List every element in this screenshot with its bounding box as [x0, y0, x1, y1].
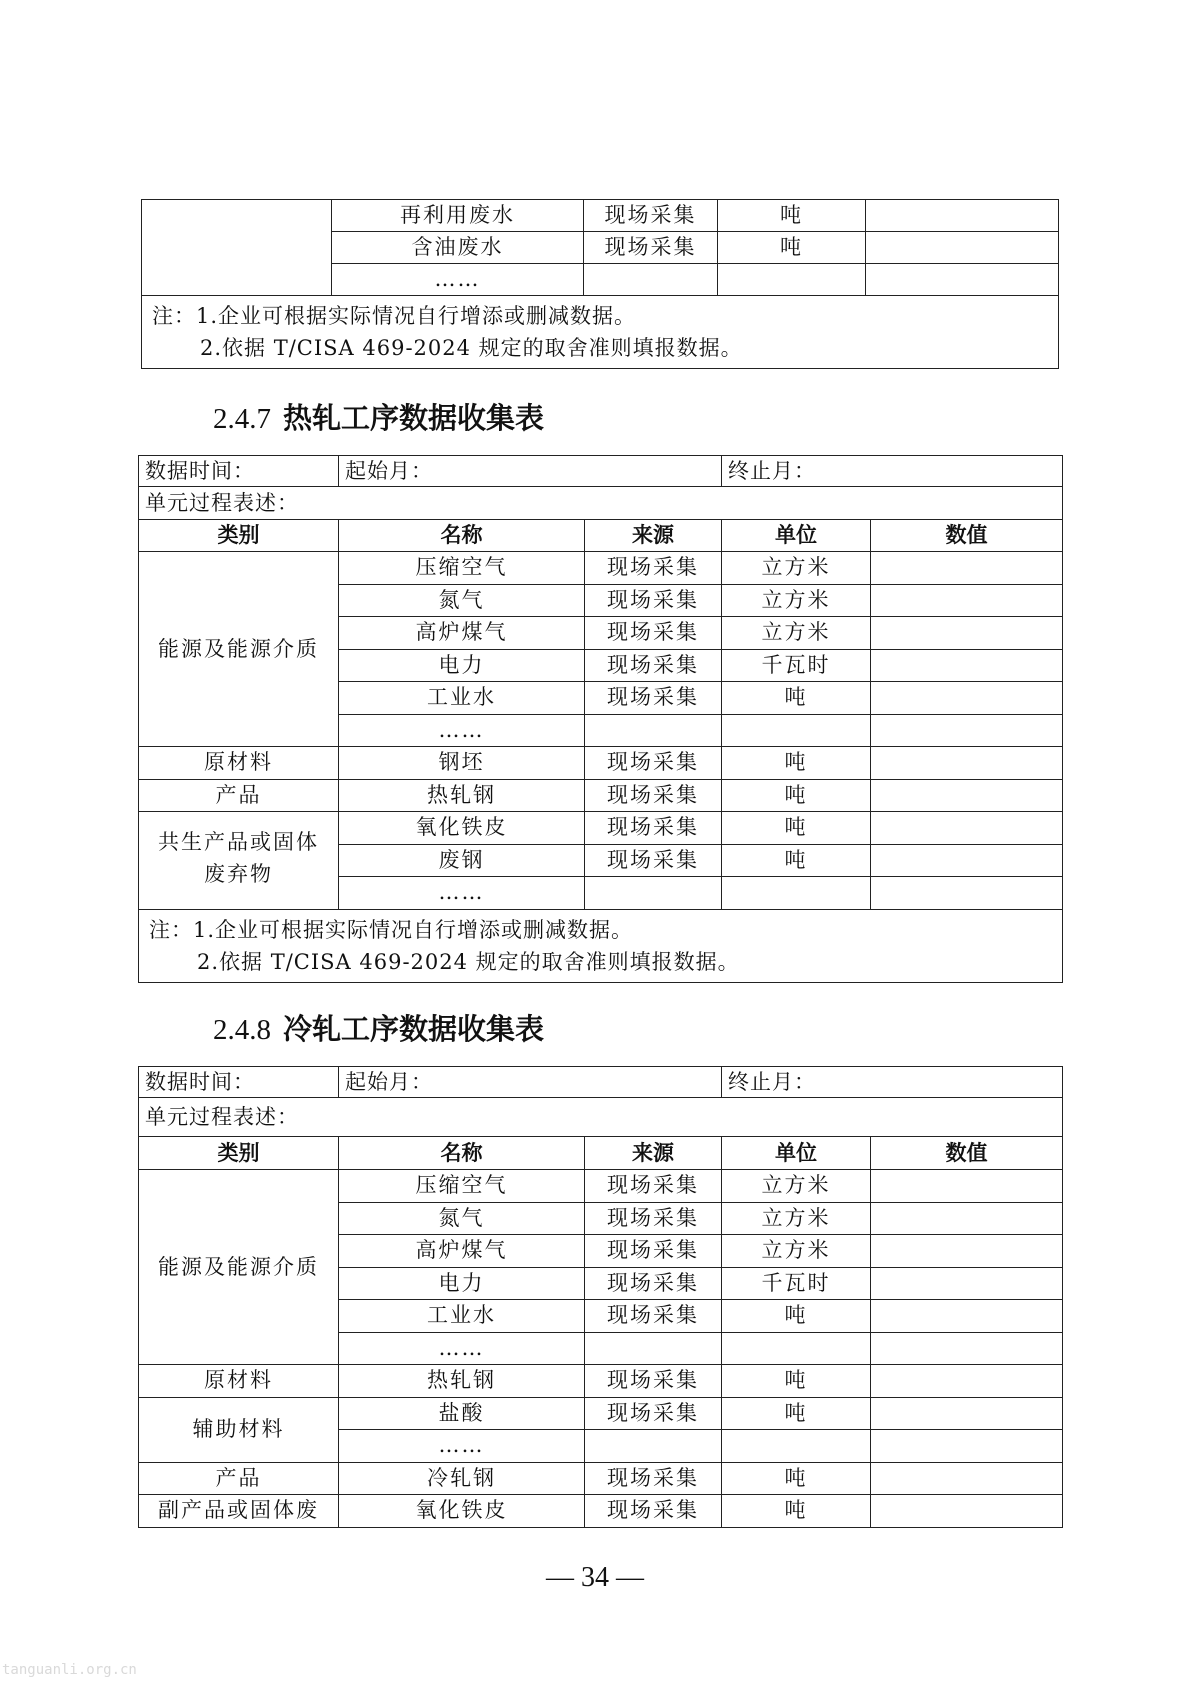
source-cell: 现场采集	[585, 1300, 722, 1333]
value-cell[interactable]	[871, 1462, 1063, 1495]
unit-cell: 千瓦时	[722, 649, 871, 682]
unit-cell: 立方米	[722, 1202, 871, 1235]
table-row	[139, 1397, 1063, 1430]
table-row	[139, 779, 1063, 812]
source-cell	[585, 1430, 722, 1463]
table-row	[139, 747, 1063, 780]
source-cell	[585, 714, 722, 747]
note-cell	[139, 909, 1063, 982]
unit-cell: 吨	[722, 1495, 871, 1528]
unit-process-field[interactable]: 单元过程表述：	[139, 487, 1063, 520]
value-cell[interactable]	[871, 747, 1063, 780]
header-category: 类别	[139, 1137, 339, 1170]
unit-cell: 吨	[722, 812, 871, 845]
source-cell: 现场采集	[585, 1235, 722, 1268]
name-cell: 工业水	[339, 682, 585, 715]
cold-rolling-table	[138, 1066, 1063, 1528]
value-cell[interactable]	[871, 1170, 1063, 1203]
header-name: 名称	[339, 1137, 585, 1170]
unit-cell: 吨	[718, 232, 866, 264]
section-heading-247	[213, 396, 544, 437]
category-cell: 产品	[139, 779, 339, 812]
source-cell: 现场采集	[585, 682, 722, 715]
value-cell[interactable]	[866, 264, 1059, 296]
value-cell[interactable]	[871, 714, 1063, 747]
time-row	[139, 456, 1063, 487]
value-cell[interactable]	[866, 232, 1059, 264]
header-source: 来源	[585, 1137, 722, 1170]
source-cell	[585, 1332, 722, 1365]
table-row	[139, 1495, 1063, 1528]
unit-cell: 千瓦时	[722, 1267, 871, 1300]
value-cell[interactable]	[871, 844, 1063, 877]
name-cell: ……	[332, 264, 584, 296]
unit-cell: 立方米	[722, 617, 871, 650]
category-cell: 产品	[139, 1462, 339, 1495]
note-line-1: 注：1.企业可根据实际情况自行增添或删减数据。	[152, 304, 637, 328]
unit-cell: 吨	[722, 1300, 871, 1333]
unit-cell: 吨	[718, 200, 866, 232]
name-cell: 钢坯	[339, 747, 585, 780]
name-cell: 氧化铁皮	[339, 1495, 585, 1528]
source-cell: 现场采集	[585, 617, 722, 650]
unit-cell: 吨	[722, 747, 871, 780]
value-cell[interactable]	[871, 649, 1063, 682]
value-cell[interactable]	[871, 584, 1063, 617]
table-row	[139, 1170, 1063, 1203]
source-cell: 现场采集	[585, 844, 722, 877]
source-cell: 现场采集	[585, 812, 722, 845]
data-time-label: 数据时间：	[139, 1067, 339, 1098]
table-row	[139, 552, 1063, 585]
source-cell: 现场采集	[584, 200, 718, 232]
note-line-2: 2.依据 T/CISA 469-2024 规定的取舍准则填报数据。	[200, 336, 743, 360]
unit-cell: 吨	[722, 779, 871, 812]
page-number: — 34 —	[546, 1562, 644, 1593]
source-cell: 现场采集	[584, 232, 718, 264]
header-value: 数值	[871, 520, 1063, 552]
name-cell: ……	[339, 1332, 585, 1365]
category-cell: 能源及能源介质	[139, 1170, 339, 1365]
unit-cell: 吨	[722, 1365, 871, 1398]
value-cell[interactable]	[871, 877, 1063, 910]
unit-cell: 吨	[722, 682, 871, 715]
header-row	[139, 1137, 1063, 1170]
name-cell: 电力	[339, 1267, 585, 1300]
category-cell: 辅助材料	[139, 1397, 339, 1462]
note-line-1: 注：1.企业可根据实际情况自行增添或删减数据。	[149, 917, 634, 942]
name-cell: 冷轧钢	[339, 1462, 585, 1495]
source-cell: 现场采集	[585, 1202, 722, 1235]
table-row	[139, 812, 1063, 845]
category-cell	[142, 200, 332, 296]
note-cell	[142, 296, 1059, 369]
end-month-field[interactable]: 终止月：	[722, 1067, 1063, 1098]
continuation-table	[141, 199, 1059, 369]
value-cell[interactable]	[871, 1202, 1063, 1235]
section-title: 冷轧工序数据收集表	[283, 1012, 545, 1046]
source-cell	[584, 264, 718, 296]
note-row	[142, 296, 1059, 369]
source-cell: 现场采集	[585, 649, 722, 682]
header-name: 名称	[339, 520, 585, 552]
name-cell: 热轧钢	[339, 779, 585, 812]
unit-process-row	[139, 487, 1063, 520]
start-month-field[interactable]: 起始月：	[339, 456, 722, 487]
value-cell[interactable]	[871, 779, 1063, 812]
unit-cell: 立方米	[722, 584, 871, 617]
watermark: tanguanli.org.cn	[2, 1662, 137, 1678]
category-cell: 原材料	[139, 1365, 339, 1398]
unit-cell: 吨	[722, 1462, 871, 1495]
name-cell: 废钢	[339, 844, 585, 877]
value-cell[interactable]	[871, 1365, 1063, 1398]
source-cell: 现场采集	[585, 1170, 722, 1203]
header-unit: 单位	[722, 1137, 871, 1170]
unit-cell: 立方米	[722, 1235, 871, 1268]
name-cell: 热轧钢	[339, 1365, 585, 1398]
value-cell[interactable]	[871, 617, 1063, 650]
unit-cell	[722, 877, 871, 910]
section-heading-248	[213, 1007, 544, 1048]
value-cell[interactable]	[871, 1300, 1063, 1333]
name-cell: 压缩空气	[339, 1170, 585, 1203]
value-cell[interactable]	[871, 1235, 1063, 1268]
category-cell	[139, 812, 339, 910]
name-cell: 含油废水	[332, 232, 584, 264]
data-time-label: 数据时间：	[139, 456, 339, 487]
table-row	[142, 200, 1059, 232]
source-cell: 现场采集	[585, 747, 722, 780]
unit-cell	[722, 1332, 871, 1365]
source-cell: 现场采集	[585, 584, 722, 617]
name-cell: 工业水	[339, 1300, 585, 1333]
unit-cell: 吨	[722, 844, 871, 877]
source-cell: 现场采集	[585, 552, 722, 585]
value-cell[interactable]	[871, 1332, 1063, 1365]
header-unit: 单位	[722, 520, 871, 552]
hot-rolling-table	[138, 455, 1063, 983]
category-line-1: 共生产品或固体	[158, 830, 319, 854]
time-row	[139, 1067, 1063, 1098]
unit-cell: 立方米	[722, 1170, 871, 1203]
section-number: 2.4.8	[213, 1014, 271, 1046]
unit-process-row	[139, 1098, 1063, 1137]
header-value: 数值	[871, 1137, 1063, 1170]
source-cell: 现场采集	[585, 1365, 722, 1398]
source-cell: 现场采集	[585, 1462, 722, 1495]
source-cell: 现场采集	[585, 779, 722, 812]
value-cell[interactable]	[871, 812, 1063, 845]
source-cell: 现场采集	[585, 1267, 722, 1300]
name-cell: ……	[339, 1430, 585, 1463]
category-cell: 原材料	[139, 747, 339, 780]
unit-cell: 吨	[722, 1397, 871, 1430]
category-line-2: 废弃物	[204, 862, 273, 886]
name-cell: ……	[339, 877, 585, 910]
note-row	[139, 909, 1063, 982]
value-cell[interactable]	[871, 1267, 1063, 1300]
header-category: 类别	[139, 520, 339, 552]
value-cell[interactable]	[871, 1430, 1063, 1463]
source-cell	[585, 877, 722, 910]
table-row	[139, 1462, 1063, 1495]
start-month-field[interactable]: 起始月：	[339, 1067, 722, 1098]
section-number: 2.4.7	[213, 403, 271, 435]
unit-cell	[722, 714, 871, 747]
end-month-field[interactable]: 终止月：	[722, 456, 1063, 487]
name-cell: 盐酸	[339, 1397, 585, 1430]
header-source: 来源	[585, 520, 722, 552]
name-cell: 氧化铁皮	[339, 812, 585, 845]
value-cell[interactable]	[866, 200, 1059, 232]
name-cell: 氮气	[339, 1202, 585, 1235]
section-title: 热轧工序数据收集表	[283, 401, 545, 435]
name-cell: 再利用废水	[332, 200, 584, 232]
name-cell: 电力	[339, 649, 585, 682]
table-row	[139, 1365, 1063, 1398]
value-cell[interactable]	[871, 1495, 1063, 1528]
unit-process-field[interactable]: 单元过程表述：	[139, 1098, 1063, 1137]
name-cell: 高炉煤气	[339, 1235, 585, 1268]
header-row	[139, 520, 1063, 552]
value-cell[interactable]	[871, 682, 1063, 715]
name-cell: 高炉煤气	[339, 617, 585, 650]
name-cell: ……	[339, 714, 585, 747]
category-cell: 副产品或固体废	[139, 1495, 339, 1528]
value-cell[interactable]	[871, 552, 1063, 585]
note-line-2: 2.依据 T/CISA 469-2024 规定的取舍准则填报数据。	[197, 949, 740, 974]
source-cell: 现场采集	[585, 1397, 722, 1430]
source-cell: 现场采集	[585, 1495, 722, 1528]
name-cell: 压缩空气	[339, 552, 585, 585]
unit-cell	[718, 264, 866, 296]
name-cell: 氮气	[339, 584, 585, 617]
value-cell[interactable]	[871, 1397, 1063, 1430]
unit-cell	[722, 1430, 871, 1463]
category-cell: 能源及能源介质	[139, 552, 339, 747]
unit-cell: 立方米	[722, 552, 871, 585]
